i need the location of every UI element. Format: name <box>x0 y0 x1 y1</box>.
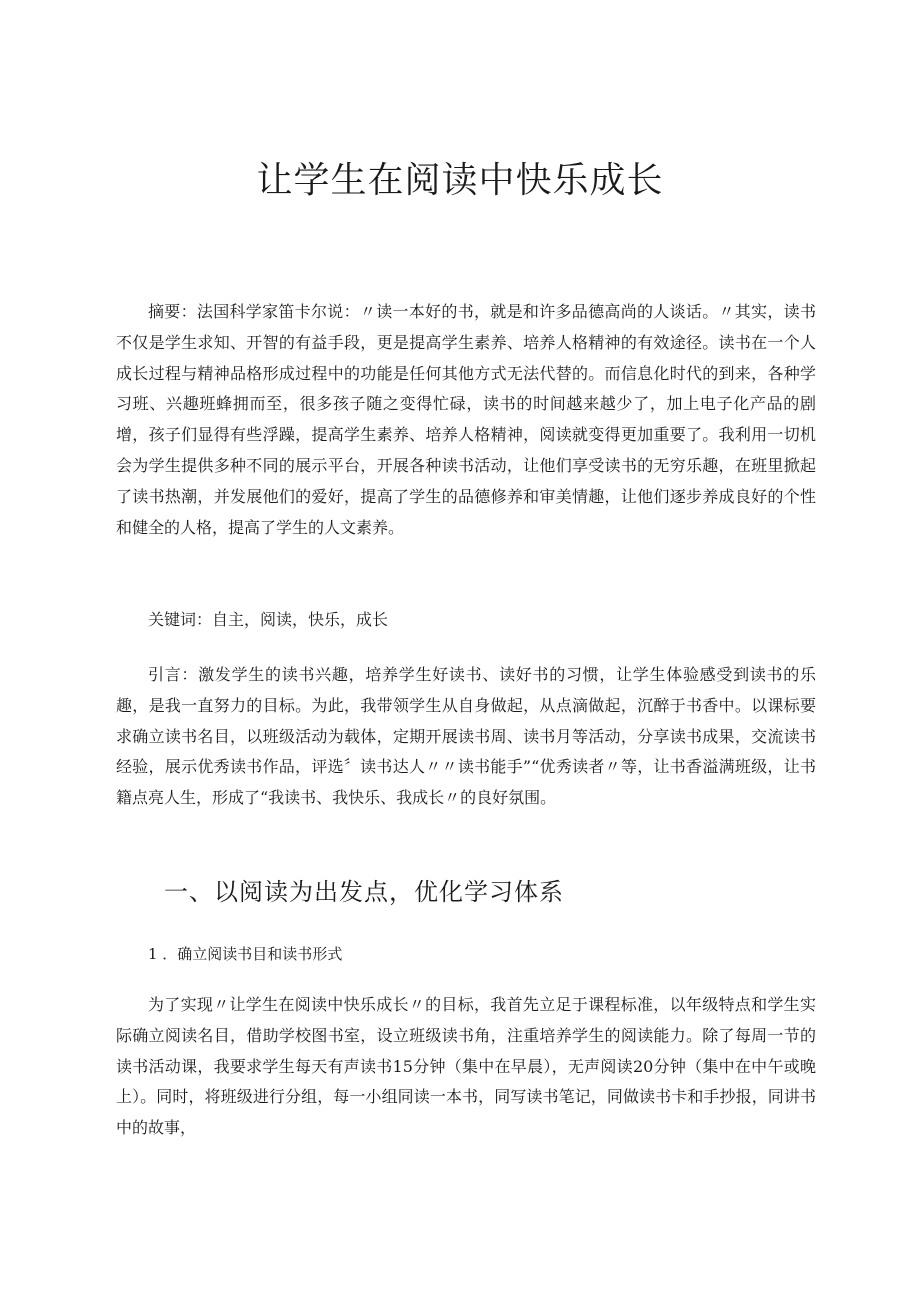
section-heading: 一、以阅读为出发点，优化学习体系 <box>164 878 564 906</box>
document-title: 让学生在阅读中快乐成长 <box>256 160 664 201</box>
abstract-paragraph: 摘要：法国科学家笛卡尔说：〃读一本好的书，就是和许多品德高尚的人谈话。〃其实，读书不仅是学生求知、开智的有益手段，更是提高学生素养、培养人格精神的有效途径。读书在一个人成长过程与精神品格形成过程中的功能是任何其他方式无法代替的。而信息化时代的到来，各种学习班、兴趣班蜂拥而至，很多孩子随之变得忙碌，读书的时间越来越少了，加上电子化产品的剧增，孩子们显得有些浮躁，提高学生素养、培养人格精神，阅读就变得更加重要了。我利用一切机会为学生提供多种不同的展示平台，开展各种读书活动，让他们享受读书的无穷乐趣，在班里掀起了读书热潮，并发展他们的爱好，提高了学生的品德修养和审美情趣，让他们逐步养成良好的个性和健全的人格，提高了学生的人文素养。 <box>116 302 816 537</box>
subsection-heading: 1 ．确立阅读书目和读书形式 <box>148 945 343 963</box>
keywords-line: 关键词：自主，阅读，快乐，成长 <box>148 610 389 629</box>
body-paragraph: 为了实现〃让学生在阅读中快乐成长〃的目标，我首先立足于课程标准，以年级特点和学生实际确立阅读名目，借助学校图书室，设立班级读书角，注重培养学生的阅读能力。除了每周一节的读书活动课，我要求学生每天有声读书15分钟（集中在早晨），无声阅读20分钟（集中在中午或晚上）。同时，将班级进行分组，每一小组同读一本书，同写读书笔记，同做读书卡和手抄报，同讲书中的故事， <box>116 995 816 1138</box>
intro-paragraph: 引言：激发学生的读书兴趣，培养学生好读书、读好书的习惯，让学生体验感受到读书的乐趣，是我一直努力的目标。为此，我带领学生从自身做起，从点滴做起，沉醉于书香中。以课标要求确立读书名目，以班级活动为载体，定期开展读书周、读书月等活动，分享读书成果，交流读书经验，展示优秀读书作品，评选〞读书达人〃〃读书能手”“优秀读者〃等，让书香溢满班级，让书籍点亮人生，形成了“我读书、我快乐、我成长〃的良好氛围。 <box>116 665 816 808</box>
